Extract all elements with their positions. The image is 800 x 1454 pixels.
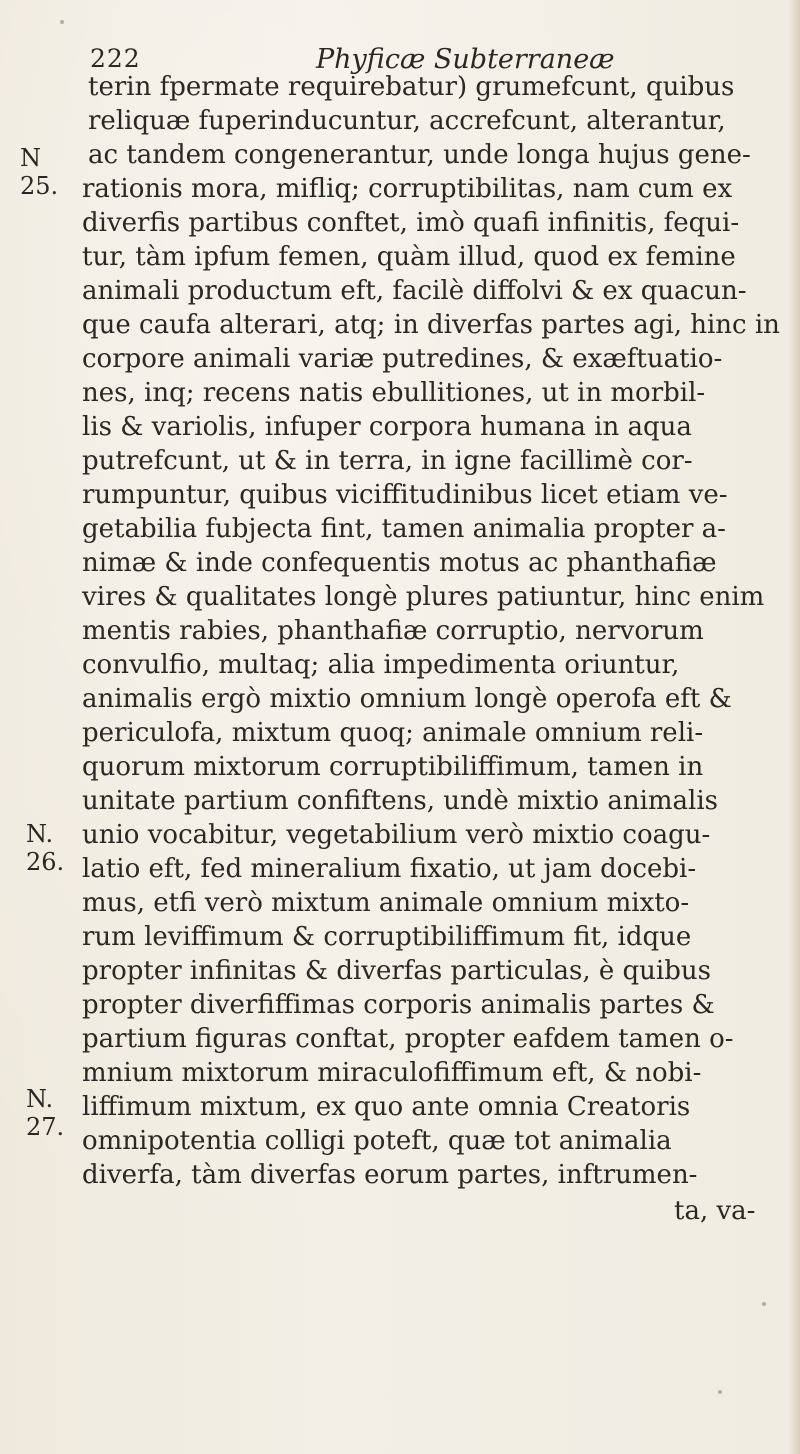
text-line: mnium mixtorum miraculofiffimum eft, & nobi- [82,1058,702,1088]
text-line: terin fpermate requirebatur) grumefcunt, quibus [88,72,735,102]
paper-speck [718,1390,722,1394]
text-line: ac tandem congenerantur, unde longa hujus gene- [88,140,751,170]
margin-note-label: N. [26,820,54,848]
margin-note-label: N [20,144,41,172]
text-line: mus, etfi verò mixtum animale omnium mixto- [82,888,690,918]
paper-speck [60,20,64,24]
text-line: rumpuntur, quibus viciffitudinibus licet etiam ve- [82,480,728,510]
text-line: unio vocabitur, vegetabilium verò mixtio coagu- [82,820,711,850]
text-line: tur, tàm ipfum femen, quàm illud, quod ex femine [82,242,736,272]
text-line: lis & variolis, infuper corpora humana in aqua [82,412,692,442]
text-line: periculofa, mixtum quoq; animale omnium reli- [82,718,704,748]
margin-note-label: N. [26,1085,54,1113]
text-line: diverfis partibus conftet, imò quafi infinitis, fequi- [82,208,740,238]
text-line: animali productum eft, facilè diffolvi & ex quacun- [82,276,747,306]
text-line: corpore animali variæ putredines, & exæftuatio- [82,344,723,374]
margin-note-number: 27. [26,1113,65,1141]
text-line: quorum mixtorum corruptibiliffimum, tamen in [82,752,704,782]
page-number: 222 [90,44,141,73]
text-line: nimæ & inde confequentis motus ac phanthafiæ [82,548,717,578]
text-line: omnipotentia colligi poteft, quæ tot animalia [82,1126,672,1156]
text-line: putrefcunt, ut & in terra, in igne facillimè cor- [82,446,693,476]
paper-speck [762,1302,766,1306]
text-line: getabilia fubjecta fint, tamen animalia propter a- [82,514,726,544]
text-line: rum leviffimum & corruptibiliffimum fit, idque [82,922,692,952]
margin-note-number: 26. [26,848,65,876]
text-line: vires & qualitates longè plures patiuntur, hinc enim [82,582,765,612]
page-edge-shadow [788,0,800,1454]
text-line: propter diverfiffimas corporis animalis partes & [82,990,715,1020]
text-line: mentis rabies, phanthafiæ corruptio, nervorum [82,616,704,646]
text-line: liffimum mixtum, ex quo ante omnia Creatoris [82,1092,691,1122]
text-line: que caufa alterari, atq; in diverfas partes agi, hinc in [82,310,780,340]
text-line: partium figuras conftat, propter eafdem tamen o- [82,1024,734,1054]
margin-note-number: 25. [20,172,59,200]
text-line: latio eft, fed mineralium fixatio, ut jam docebi- [82,854,697,884]
text-line: diverfa, tàm diverfas eorum partes, inftrumen- [82,1160,698,1190]
margin-note-25 [20,144,70,200]
running-head: Phyficæ Subterraneæ [316,44,615,75]
text-line: unitate partium confiftens, undè mixtio animalis [82,786,719,816]
text-line: nes, inq; recens natis ebullitiones, ut in morbil- [82,378,706,408]
margin-note-26 [26,820,76,876]
margin-note-27 [26,1085,76,1141]
text-line: animalis ergò mixtio omnium longè operofa eft & [82,684,732,714]
text-line: propter infinitas & diverfas particulas, è quibus [82,956,711,986]
catchword: ta, va- [674,1196,756,1226]
text-line: rationis mora, mifliq; corruptibilitas, nam cum ex [82,174,733,204]
text-line: reliquæ fuperinducuntur, accrefcunt, alterantur, [88,106,726,136]
text-line: convulfio, multaq; alia impedimenta oriuntur, [82,650,680,680]
